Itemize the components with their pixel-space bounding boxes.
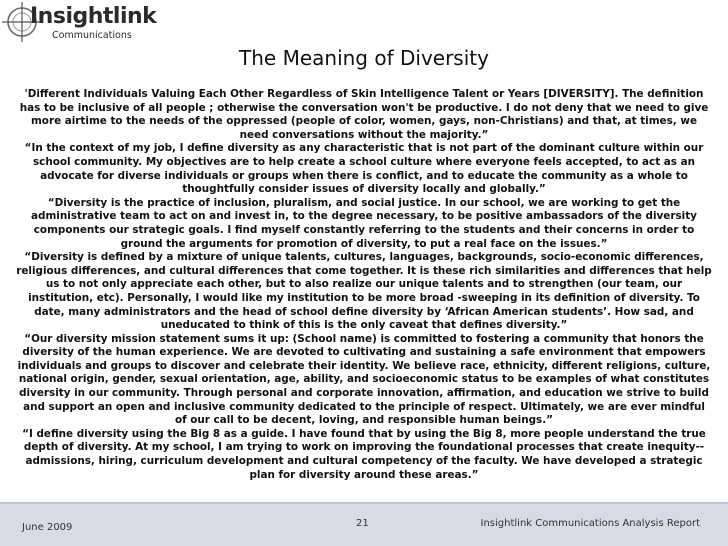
- logo-subtitle: Communications: [52, 30, 132, 41]
- logo-name: Insightlink: [30, 4, 157, 29]
- footer-bar: [0, 502, 728, 546]
- footer-date: June 2009: [22, 522, 73, 533]
- quote-paragraph: “I define diversity using the Big 8 as a guide. I have found that by using the Big 8, more people understand the true depth of diversity. At my school, I am trying to work on improving the foundational processes that create inequity--admissions, hiring, curriculum development and cultural competency of the faculty. We have developed a strategic plan for diversity around these areas.”: [22, 427, 706, 481]
- quotes-body: [16, 88, 712, 482]
- quote-paragraph: “In the context of my job, I define diversity as any characteristic that is not part of the dominant culture within our school community. My objectives are to help create a school culture where everyone feels accepted, to act as an advocate for diverse individuals or groups when there is conflict, and to educate the community as a whole to thoughtfully consider issues of diversity locally and globally.”: [24, 142, 704, 196]
- page-title: The Meaning of Diversity: [239, 46, 489, 70]
- quote-paragraph: 'Different Individuals Valuing Each Other Regardless of Skin Intelligence Talent or Years [DIVERSITY]. The definition has to be inclusive of all people ; otherwise the conversation won't be productive. I do not deny that we need to give more airtime to the needs of the oppressed (people of color, women, gays, non-Christians) and that, at times, we need conversations without the majority.”: [19, 88, 709, 141]
- quote-paragraph: “Diversity is the practice of inclusion, pluralism, and social justice. In our school, we are working to get the administrative team to act on and invest in, to the degree necessary, to be positive ambassadors of the diversity components our strategic goals. I find myself constantly referring to the students and their concerns in order to ground the arguments for promotion of diversity, to put a real face on the issues.”: [31, 196, 697, 250]
- quote-paragraph: “Diversity is defined by a mixture of unique talents, cultures, languages, backgrounds, socio-economic differences, religious differences, and cultural differences that come together. It is these rich similarities and differences that help us to not only appreciate each other, but to also realize our unique talents and to strengthen (our team, our institution, etc). Personally, I would like my institution to be more broad -sweeping in its definition of diversity. To date, many administrators and the head of school define diversity by ‘African American students’. How sad, and uneducated to think of this is the only caveat that defines diversity.”: [16, 251, 712, 332]
- page-number: 21: [356, 518, 369, 529]
- report-name: Insightlink Communications Analysis Report: [480, 518, 700, 529]
- quote-paragraph: “Our diversity mission statement sums it up: (School name) is committed to fostering a community that honors the diversity of the human experience. We are devoted to cultivating and sustaining a safe environment that empowers individuals and groups to discover and celebrate their identity. We believe race, ethnicity, different religions, culture, national origin, gender, sexual orientation, age, ability, and socioeconomic status to be examples of what constitutes diversity in our community. Through personal and corporate innovation, affirmation, and education we strive to build and support an open and inclusive community dedicated to the principle of respect. Ultimately, we are ever mindful of our call to be decent, loving, and responsible human beings.”: [17, 332, 711, 427]
